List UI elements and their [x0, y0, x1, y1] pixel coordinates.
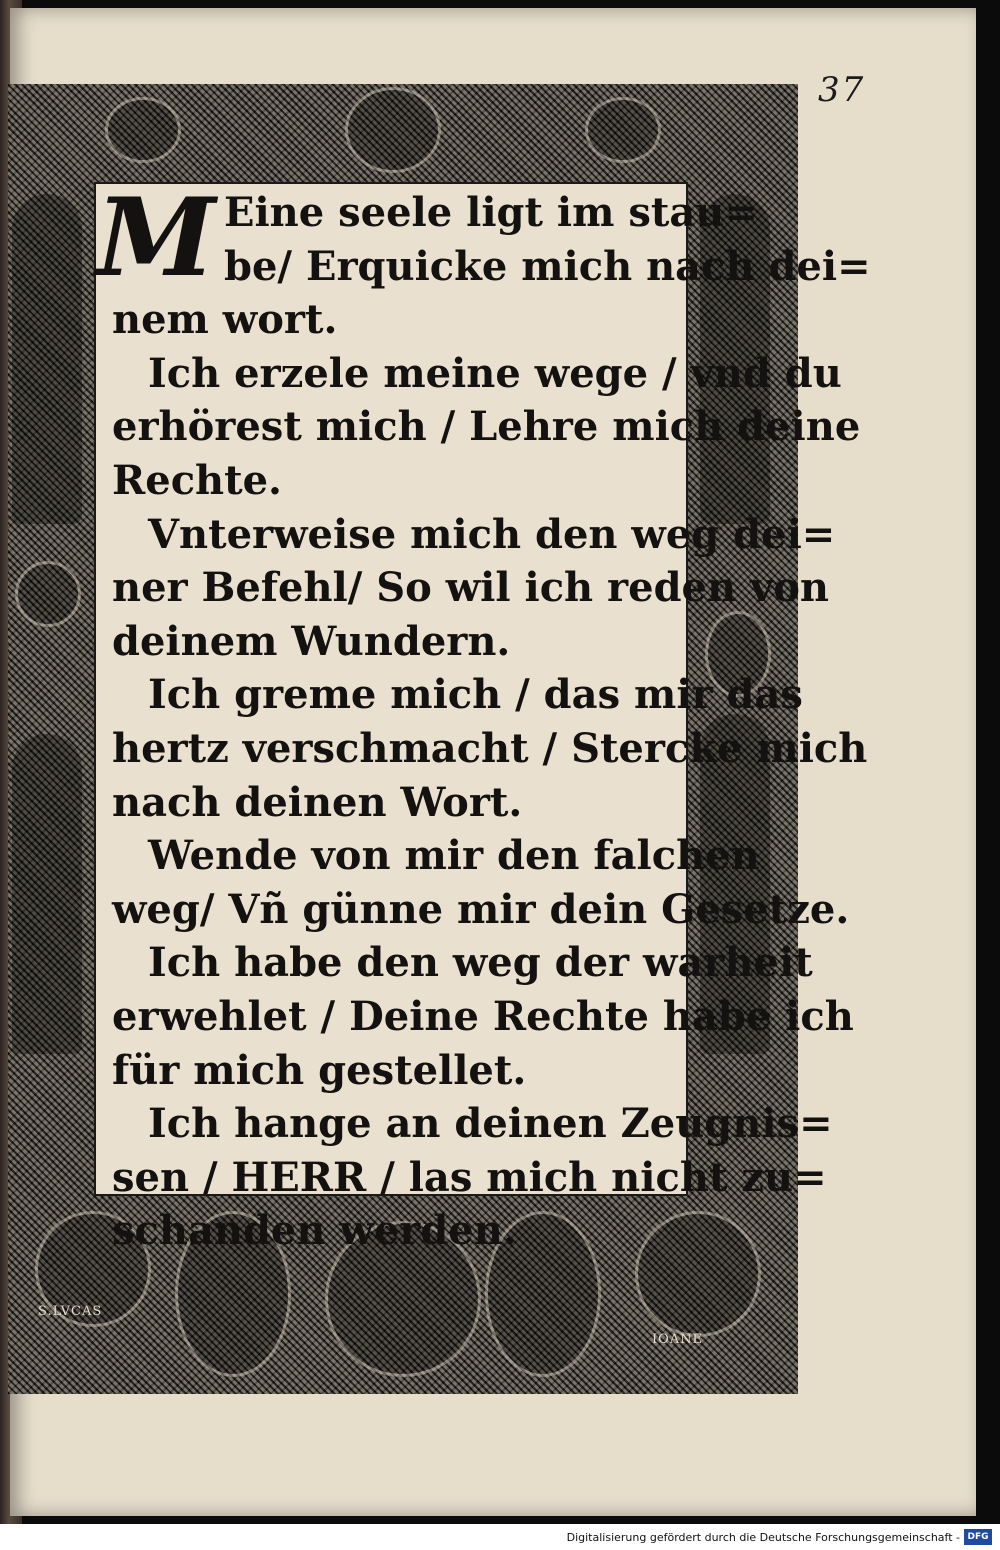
text-line: ner Befehl/ So wil ich reden von: [112, 564, 830, 612]
text-line: Eine seele ligt im stau=: [224, 189, 758, 236]
john-label: IOANE: [652, 1332, 704, 1347]
animal-ornament-icon: [588, 100, 658, 160]
ram-head-icon: [18, 564, 78, 624]
saint-figure-icon: [12, 734, 82, 1054]
face-ornament-icon: [348, 90, 438, 170]
text-line: sen / HERR / las mich nicht zu=: [112, 1153, 827, 1201]
text-line: erhörest mich / Lehre mich deine: [112, 403, 861, 451]
psalm-text: [112, 186, 871, 1258]
animal-ornament-icon: [108, 100, 178, 160]
text-line: weg/ Vñ günne mir dein Gesetze.: [112, 885, 850, 933]
text-line: Ich greme mich / das mir das: [148, 671, 803, 719]
text-line: Wende von mir den falchen: [148, 832, 760, 880]
text-line: nach deinen Wort.: [112, 778, 523, 826]
text-line: für mich gestellet.: [112, 1046, 527, 1094]
text-line: Vnterweise mich den weg dei=: [148, 510, 836, 558]
text-line: be/ Erquicke mich nach dei=: [224, 242, 871, 290]
drop-cap: M: [96, 175, 216, 301]
text-line: Rechte.: [112, 456, 282, 504]
text-line: erwehlet / Deine Rechte habe ich: [112, 992, 854, 1040]
text-line: Ich habe den weg der warheit: [148, 939, 813, 987]
text-line: Ich erzele meine wege / vnd du: [148, 349, 842, 397]
funding-credit: Digitalisierung gefördert durch die Deutsche Forschungsgemeinschaft -: [566, 1531, 960, 1544]
text-line: nem wort.: [112, 296, 338, 344]
dfg-logo[interactable]: DFG: [964, 1529, 992, 1545]
text-line: schanden werden.: [112, 1207, 517, 1255]
page-number: 37: [818, 70, 866, 110]
saint-figure-icon: [12, 194, 82, 524]
text-line: hertz verschmacht / Stercke mich: [112, 724, 868, 772]
luke-label: S.LVCAS: [38, 1304, 103, 1319]
text-line: deinem Wundern.: [112, 617, 511, 665]
text-line: Ich hange an deinen Zeugnis=: [148, 1100, 833, 1148]
